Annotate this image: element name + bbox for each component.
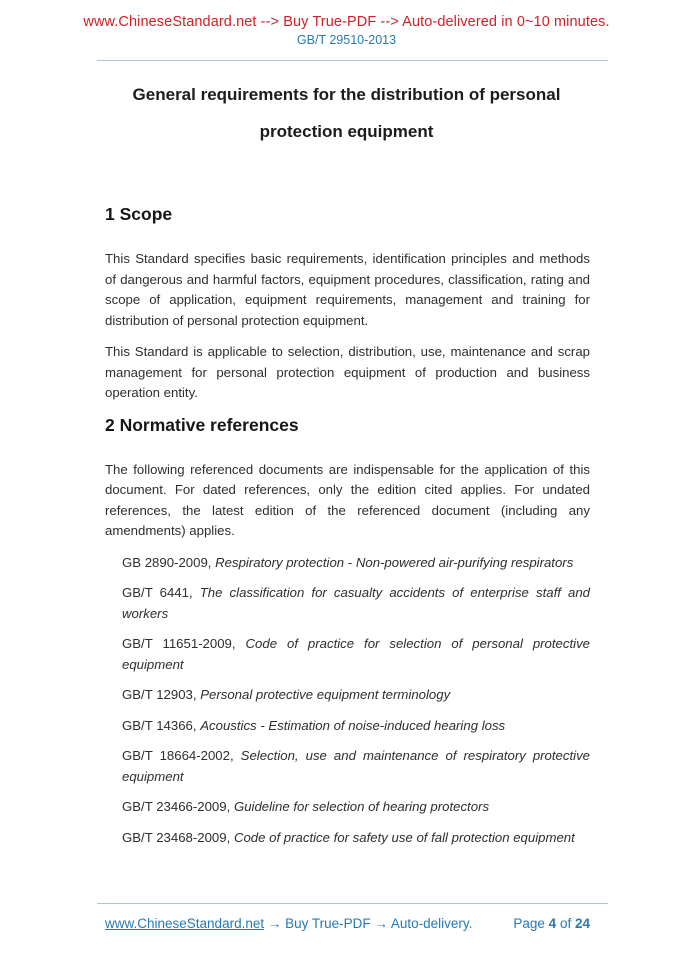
- reference-item: [122, 634, 590, 675]
- total-page-count: 24: [574, 916, 590, 931]
- reference-code: GB 2890-2009,: [122, 554, 212, 570]
- reference-item: [122, 583, 590, 624]
- scope-paragraph-1: This Standard specifies basic requirements, identification principles and methods of dangerous and harmful factors, equipment procedures, classification, rating and scope of application, equipment requirements, management and training for distribution of personal protection equipment.: [105, 251, 590, 328]
- page-header: [0, 0, 693, 61]
- section-heading-scope: 1 Scope: [105, 204, 173, 224]
- reference-title: Acoustics - Estimation of noise-induced hearing loss: [200, 717, 506, 733]
- footer-divider: [97, 903, 608, 904]
- reference-title: Code of practice for safety use of fall protection equipment: [233, 829, 575, 845]
- normative-intro: The following referenced documents are indispensable for the application of this document. For dated references, only the edition cited applies. For undated references, the latest edition of the referenced document (including any amendments) applies.: [105, 461, 590, 538]
- reference-item: [122, 828, 590, 849]
- reference-code: GB/T 23468-2009,: [122, 829, 231, 845]
- section-heading-normative: 2 Normative references: [105, 414, 299, 435]
- reference-title: Code of practice for selection of personal protective equipment: [122, 636, 590, 672]
- reference-title: Personal protective equipment terminology: [200, 687, 451, 702]
- reference-item: [122, 797, 590, 818]
- reference-item: [122, 685, 590, 706]
- footer-tagline: → Buy True-PDF → Auto-delivery.: [267, 916, 473, 931]
- reference-title: The classification for casualty accidents of enterprise staff and workers: [122, 585, 590, 621]
- document-body: [0, 204, 693, 848]
- page-indicator: [513, 915, 590, 932]
- reference-code: GB/T 14366,: [122, 717, 197, 733]
- title-line-1: General requirements for the distribution of personal: [132, 85, 561, 104]
- reference-code: GB/T 23466-2009,: [122, 799, 231, 814]
- current-page-number: 4: [548, 916, 557, 931]
- page-label: Page: [513, 916, 545, 931]
- header-divider: [97, 60, 608, 61]
- standard-number: GB/T 29510-2013: [296, 33, 397, 47]
- page-footer: [0, 903, 693, 932]
- reference-item: [122, 553, 590, 574]
- reference-code: GB/T 11651-2009,: [122, 636, 236, 651]
- page-of-label: of: [559, 916, 572, 931]
- reference-list: [105, 553, 590, 849]
- reference-code: GB/T 18664-2002,: [122, 748, 234, 763]
- promo-banner: www.ChineseStandard.net --> Buy True-PDF --> Auto-delivered in 0~10 minutes.: [83, 14, 610, 30]
- reference-title: Respiratory protection - Non-powered air-purifying respirators: [215, 554, 574, 570]
- title-line-2: protection equipment: [259, 122, 434, 141]
- footer-site-link[interactable]: www.ChineseStandard.net: [105, 916, 265, 931]
- footer-nav: [105, 915, 472, 932]
- scope-paragraph-2: This Standard is applicable to selection, distribution, use, maintenance and scrap management for personal protection equipment of production and business operation entity.: [105, 344, 590, 400]
- reference-title: Guideline for selection of hearing protectors: [233, 799, 490, 814]
- document-title: [0, 85, 693, 142]
- reference-code: GB/T 12903,: [122, 687, 197, 702]
- reference-item: [122, 746, 590, 787]
- reference-item: [122, 716, 590, 737]
- reference-title: Selection, use and maintenance of respiratory protective equipment: [122, 748, 591, 784]
- reference-code: GB/T 6441,: [122, 585, 193, 600]
